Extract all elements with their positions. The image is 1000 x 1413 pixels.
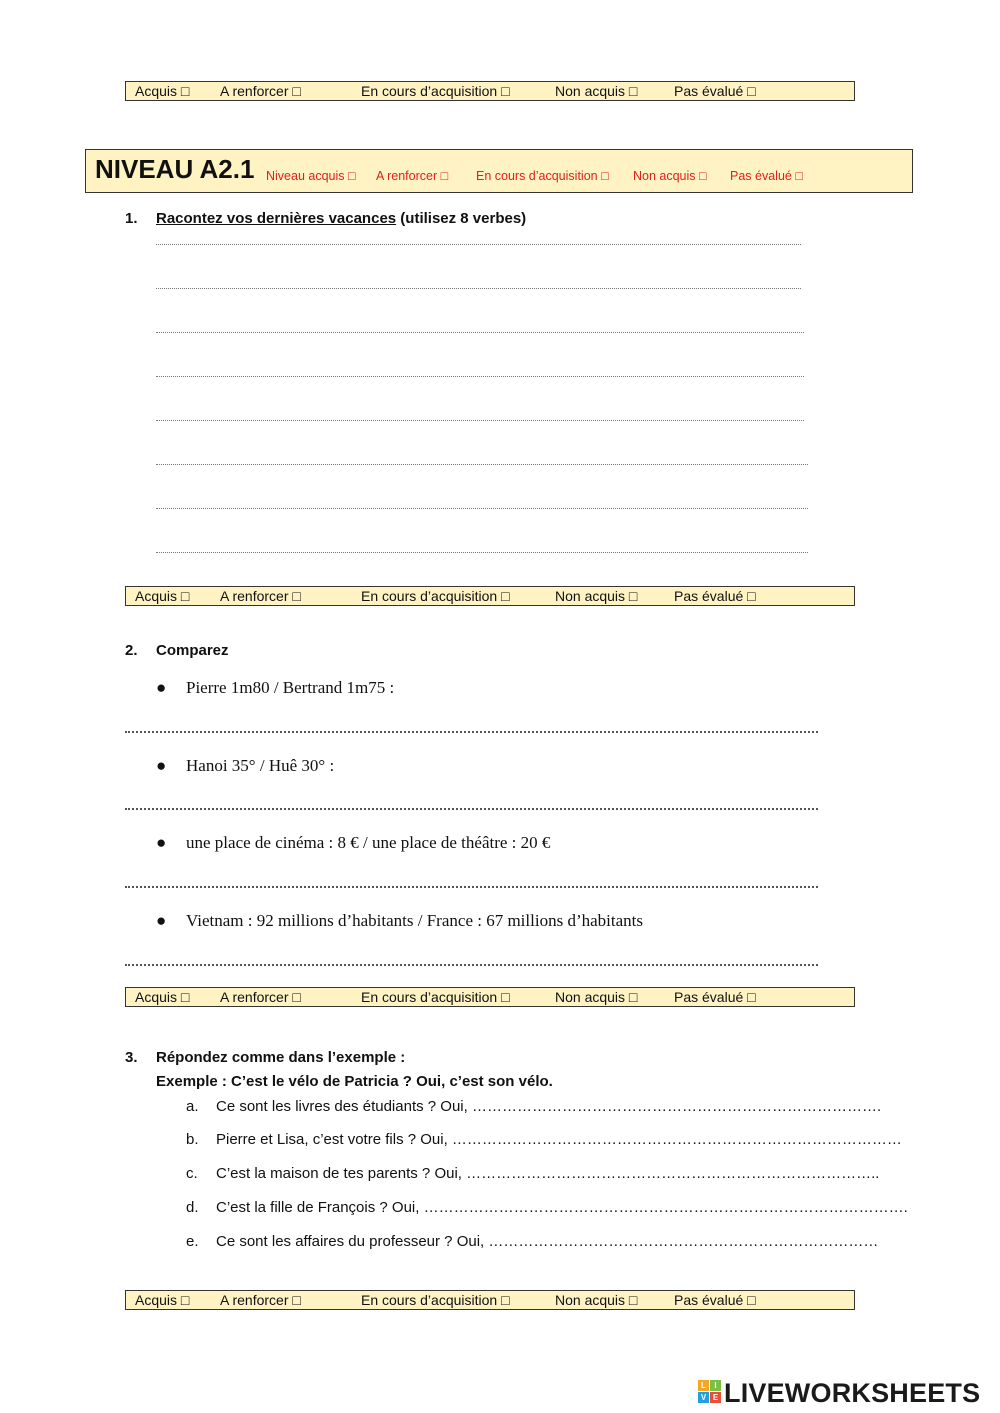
acquis-checkbox[interactable]: Acquis □ [135,989,190,1005]
item-letter: d. [186,1199,199,1216]
exercise-item [186,1098,881,1115]
pas-evalue-checkbox[interactable]: Pas évalué □ [674,1292,756,1308]
compare-item-text: Hanoi 35° / Huê 30° : [186,756,335,775]
answer-line[interactable] [156,376,804,377]
logo-letter-tile: E [710,1392,721,1403]
bullet-icon: ● [156,756,167,775]
non-acquis-checkbox[interactable]: Non acquis □ [555,1292,638,1308]
level-title: NIVEAU A2.1 [95,154,255,184]
bullet-icon: ● [156,911,167,930]
question-number: 3. [125,1049,138,1066]
level-option-pas-evalue[interactable]: Pas évalué □ [730,169,803,183]
compare-item-text: une place de cinéma : 8 € / une place de théâtre : 20 € [186,833,551,852]
exercise-item [186,1199,908,1216]
logo-letter-tile: L [698,1380,709,1391]
answer-line[interactable] [125,731,818,733]
en-cours-checkbox[interactable]: En cours d’acquisition □ [361,83,510,99]
renforcer-checkbox[interactable]: A renforcer □ [220,588,301,604]
item-text[interactable]: C’est la fille de François ? Oui, ……………………………………………………………………………………. [216,1199,908,1216]
answer-line[interactable] [156,552,808,553]
item-letter: e. [186,1233,199,1250]
level-option-non-acquis[interactable]: Non acquis □ [633,169,707,183]
non-acquis-checkbox[interactable]: Non acquis □ [555,989,638,1005]
renforcer-checkbox[interactable]: A renforcer □ [220,1292,301,1308]
compare-item-text: Vietnam : 92 millions d’habitants / France : 67 millions d’habitants [186,911,643,930]
renforcer-checkbox[interactable]: A renforcer □ [220,83,301,99]
non-acquis-checkbox[interactable]: Non acquis □ [555,588,638,604]
answer-line[interactable] [156,288,801,289]
answer-line[interactable] [156,332,804,333]
bullet-icon: ● [156,678,167,697]
exercise-item [186,1131,902,1148]
acquis-checkbox[interactable]: Acquis □ [135,1292,190,1308]
en-cours-checkbox[interactable]: En cours d’acquisition □ [361,989,510,1005]
en-cours-checkbox[interactable]: En cours d’acquisition □ [361,1292,510,1308]
question-1-prompt: Racontez vos dernières vacances [156,210,397,227]
question-3-prompt: Répondez comme dans l’exemple : [156,1049,406,1066]
item-text[interactable]: Pierre et Lisa, c’est votre fils ? Oui, ……………………………………………………………………………… [216,1131,902,1148]
logo-text: LIVEWORKSHEETS [724,1378,981,1408]
acquis-checkbox[interactable]: Acquis □ [135,588,190,604]
compare-item-text: Pierre 1m80 / Bertrand 1m75 : [186,678,395,697]
answer-line[interactable] [156,508,808,509]
renforcer-checkbox[interactable]: A renforcer □ [220,989,301,1005]
evaluation-bar [125,1290,855,1310]
question-1-title [125,210,526,227]
pas-evalue-checkbox[interactable]: Pas évalué □ [674,588,756,604]
question-number: 2. [125,642,138,659]
liveworksheets-logo [698,1378,994,1408]
level-header [85,149,913,193]
evaluation-bar [125,987,855,1007]
question-number: 1. [125,210,138,227]
answer-line[interactable] [125,964,818,966]
pas-evalue-checkbox[interactable]: Pas évalué □ [674,83,756,99]
level-option-en-cours[interactable]: En cours d’acquisition □ [476,169,609,183]
item-text[interactable]: C’est la maison de tes parents ? Oui, ……………………………………………………………………….. [216,1165,880,1182]
question-2-title [125,642,229,659]
bullet-icon: ● [156,833,167,852]
question-2-prompt: Comparez [156,642,229,659]
exercise-item [186,1233,878,1250]
en-cours-checkbox[interactable]: En cours d’acquisition □ [361,588,510,604]
exercise-item [186,1165,879,1182]
level-option-acquis[interactable]: Niveau acquis □ [266,169,356,183]
logo-icon [698,1380,722,1404]
evaluation-bar [125,586,855,606]
question-3-title [125,1049,405,1066]
evaluation-bar [125,81,855,101]
question-1-instruction: (utilisez 8 verbes) [396,210,527,227]
item-letter: c. [186,1165,198,1182]
item-letter: b. [186,1131,199,1148]
compare-item [156,678,394,698]
answer-line[interactable] [125,886,818,888]
compare-item [156,911,643,931]
compare-item [156,756,334,776]
item-text[interactable]: Ce sont les affaires du professeur ? Oui, …………………………………………………………………… [216,1233,879,1250]
acquis-checkbox[interactable]: Acquis □ [135,83,190,99]
answer-line[interactable] [156,244,801,245]
pas-evalue-checkbox[interactable]: Pas évalué □ [674,989,756,1005]
level-option-renforcer[interactable]: A renforcer □ [376,169,449,183]
question-3-example: Exemple : C’est le vélo de Patricia ? Oui, c’est son vélo. [156,1073,553,1090]
item-letter: a. [186,1098,199,1115]
logo-letter-tile: V [698,1392,709,1403]
item-text[interactable]: Ce sont les livres des étudiants ? Oui, ………………………………………………………………………. [216,1098,882,1115]
non-acquis-checkbox[interactable]: Non acquis □ [555,83,638,99]
answer-line[interactable] [125,808,818,810]
compare-item [156,833,550,853]
logo-letter-tile: I [710,1380,721,1391]
answer-line[interactable] [156,464,808,465]
answer-line[interactable] [156,420,804,421]
